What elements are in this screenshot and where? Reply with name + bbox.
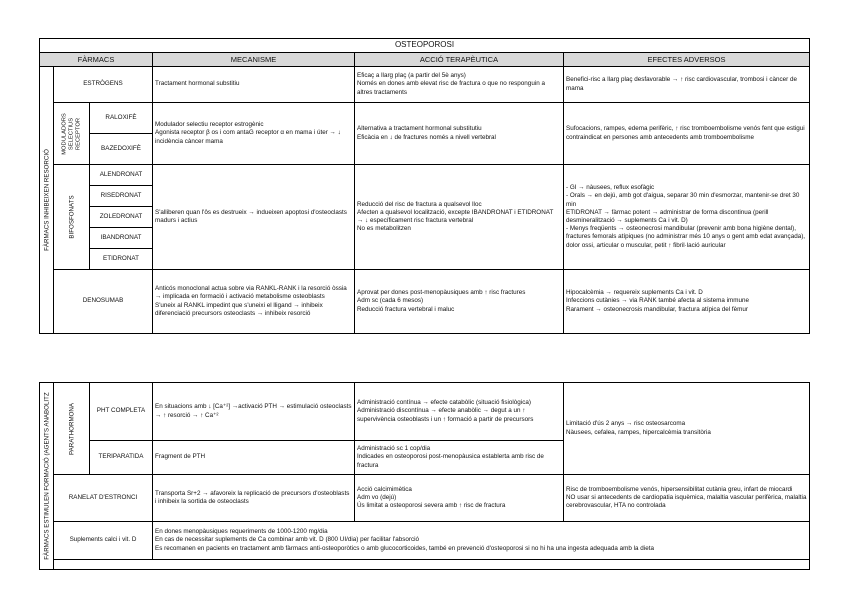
ranelat-name: RANELAT D'ESTRONCI [54,475,153,522]
denosumab-accio: Aprovat per dones post-menopàusiques amb ↑ risc fractures Adm sc (cada 6 mesos) Reducció fractura vertebral i maluc [355,270,564,334]
teriparatida-accio: Administració sc 1 cop/dia Indicades en osteoporosi post-menopàusica establerta amb risc de fractura [355,441,564,475]
serm-group-label: MODULADORS SELECTIUS RECEPTOR [61,112,81,155]
teriparatida-name: TERIPARATIDA [90,441,153,475]
bifosfonats-group-label: BIFOSFONATS [67,195,75,239]
denosumab-efectes: Hipocalcèmia → requereix suplements Ca i vit. D Infeccions cutànies → via RANK també afecta al sistema immune Rarament → osteonecrosis mandibular, fractura atípica del fèmur [564,270,810,334]
suplements-text: En dones menopàusiques requeriments de 1000-1200 mg/dia En cas de necessitar suplements de Ca combinar amb vit. D (800 UI/dia) per facilitar l'absorció Es recomanen en pacients en tractament amb fàrmacs anti-osteoporòtics o amb glucocorticoides, també en prevenció d'osteoporosi si no hi ha una ingesta adequada amb la dieta [153,522,810,560]
bifosfonats-mecanisme: S'alliberen quan l'ôs es destrueix → indueixen apoptosi d'osteoclasts madurs i actius [153,165,355,270]
bifosfonats-group-cell [54,165,90,270]
ranelat-accio: Acció calcimimètica Adm vo (dejú) Ús limitat a osteoporosi severa amb ↑ risc de fractura [355,475,564,522]
bifosfonats-accio: Reducció del risc de fractura a qualsevol lloc Afecten a qualsevol localització, excepte IBANDRONAT i ETIDRONAT → ↓ específicament risc fractura vertebral No es metabolitzen [355,165,564,270]
pht-name: PHT COMPLETA [90,383,153,441]
page-title: OSTEOPOROSI [40,39,810,53]
serm-mecanisme: Modulador selectiu receptor estrogènic Agonista receptor β os i com antaG receptor α en mama i úter → ↓ incidència càncer mama [153,103,355,165]
bifosfonats-efectes: - GI → nàusees, reflux esofàgic - Orals → en dejú, amb got d'aigua, separar 30 min d'esmorzar, mantenir-se dret 30 min ETIDRONAT → fàrmac potent → administrar de forma discontinua (perill desmineralització → suplements Ca i vit. D) - Menys freqüents → osteonecrosi mandibular (prevenir amb bona higiène dental), fractures femorals atípiques (no administrar més 10 anys o gent amb edat avançada), dolor ossi, articular o muscular, petit ↑ fibril·lació auricular [564,165,810,270]
serm-efectes: Sufocacions, rampes, edema perifèric, ↑ risc tromboembolisme venós fent que estigui contraindicat en persones amb antecedents amb tromboembolisme [564,103,810,165]
bifosfonat-drug: ALENDRONAT [90,165,153,186]
bifosfonat-drug: ZOLEDRONAT [90,207,153,228]
inhibitors-group-label: FÀRMACS INHIBEIXEN RESORCIÓ [42,149,50,251]
suplements-name: Suplements calci i vit. D [54,522,153,560]
header-mecanisme: MECANISME [153,53,355,67]
estrogens-accio: Eficaç a llarg plaç (a partir del 5è anys) Només en dones amb elevat risc de fractura o que no responguin a altres tractaments [355,67,564,103]
anabolics-group-label: FÀRMACS ESTIMULEN FORMACIÓ (AGENTS ANABOLITZ [42,392,50,560]
denosumab-name: DENOSUMAB [54,270,153,334]
pht-mecanisme: En situacions amb ↓ [Ca⁺²] →activació PTH → estimulació osteoclasts → ↑ resorció → ↑ Ca⁺² [153,383,355,441]
inhibitors-group-cell [40,67,54,334]
serm-accio: Alternativa a tractament hormonal substitutiu Eficàcia en ↓ de fractures només a nivell vertebral [355,103,564,165]
estrogens-name: ESTRÒGENS [54,67,153,103]
serm-group-cell [54,103,90,165]
bifosfonat-drug: IBANDRONAT [90,228,153,249]
anabolics-group-cell [40,383,54,570]
ranelat-mecanisme: Transporta Sr+2 → afavoreix la replicació de precursors d'osteoblasts i inhibeix la sortida de osteoclasts [153,475,355,522]
pht-accio: Administració contínua → efecte catabòlic (situació fisiològica) Administració discontínua → efecte anabòlic → degut a un ↑ supervivència osteoblasts i un ↑ formació a partir de precursors [355,383,564,441]
bifosfonat-drug: RISEDRONAT [90,186,153,207]
header-efectes: EFECTES ADVERSOS [564,53,810,67]
bifosfonat-drug: ETIDRONAT [90,249,153,270]
estrogens-mecanisme: Tractament hormonal substitiu [153,67,355,103]
header-farmacs: FÀRMACS [40,53,153,67]
inhibitors-table [39,38,810,334]
denosumab-mecanisme: Anticós monoclonal actua sobre via RANKL-RANK i la resorció òssia → implicada en formació i activació metabolisme osteoblasts S'uneix al RANKL impedint que s'uneixi el lligand → inhibeix diferenciació precursors osteoclasts → inhibeix resorció [153,270,355,334]
serm-drug: RALOXIFÈ [90,103,153,134]
header-accio: ACCIÓ TERAPÈUTICA [355,53,564,67]
parathormona-efectes: Limitació d'ús 2 anys → risc osteosarcoma Nàusees, cefalea, rampes, hipercalcèmia transitòria [564,383,810,475]
parathormona-group-cell [54,383,90,475]
ranelat-efectes: Risc de tromboembolisme venós, hipersensibilitat cutània greu, infart de miocardi NO usar si antecedents de cardiopatia isquèmica, malaltia vascular perifèrica, malaltia cerebrovascular, HTA no controlada [564,475,810,522]
parathormona-group-label: PARATHORMONA [67,402,75,455]
anabolics-table [39,382,810,570]
teriparatida-mecanisme: Fragment de PTH [153,441,355,475]
spacer-row [54,560,810,570]
estrogens-efectes: Benefici-risc a llarg plaç desfavorable → ↑ risc cardiovascular, trombosi i càncer de mama [564,67,810,103]
serm-drug: BAZEDOXIFÈ [90,134,153,165]
